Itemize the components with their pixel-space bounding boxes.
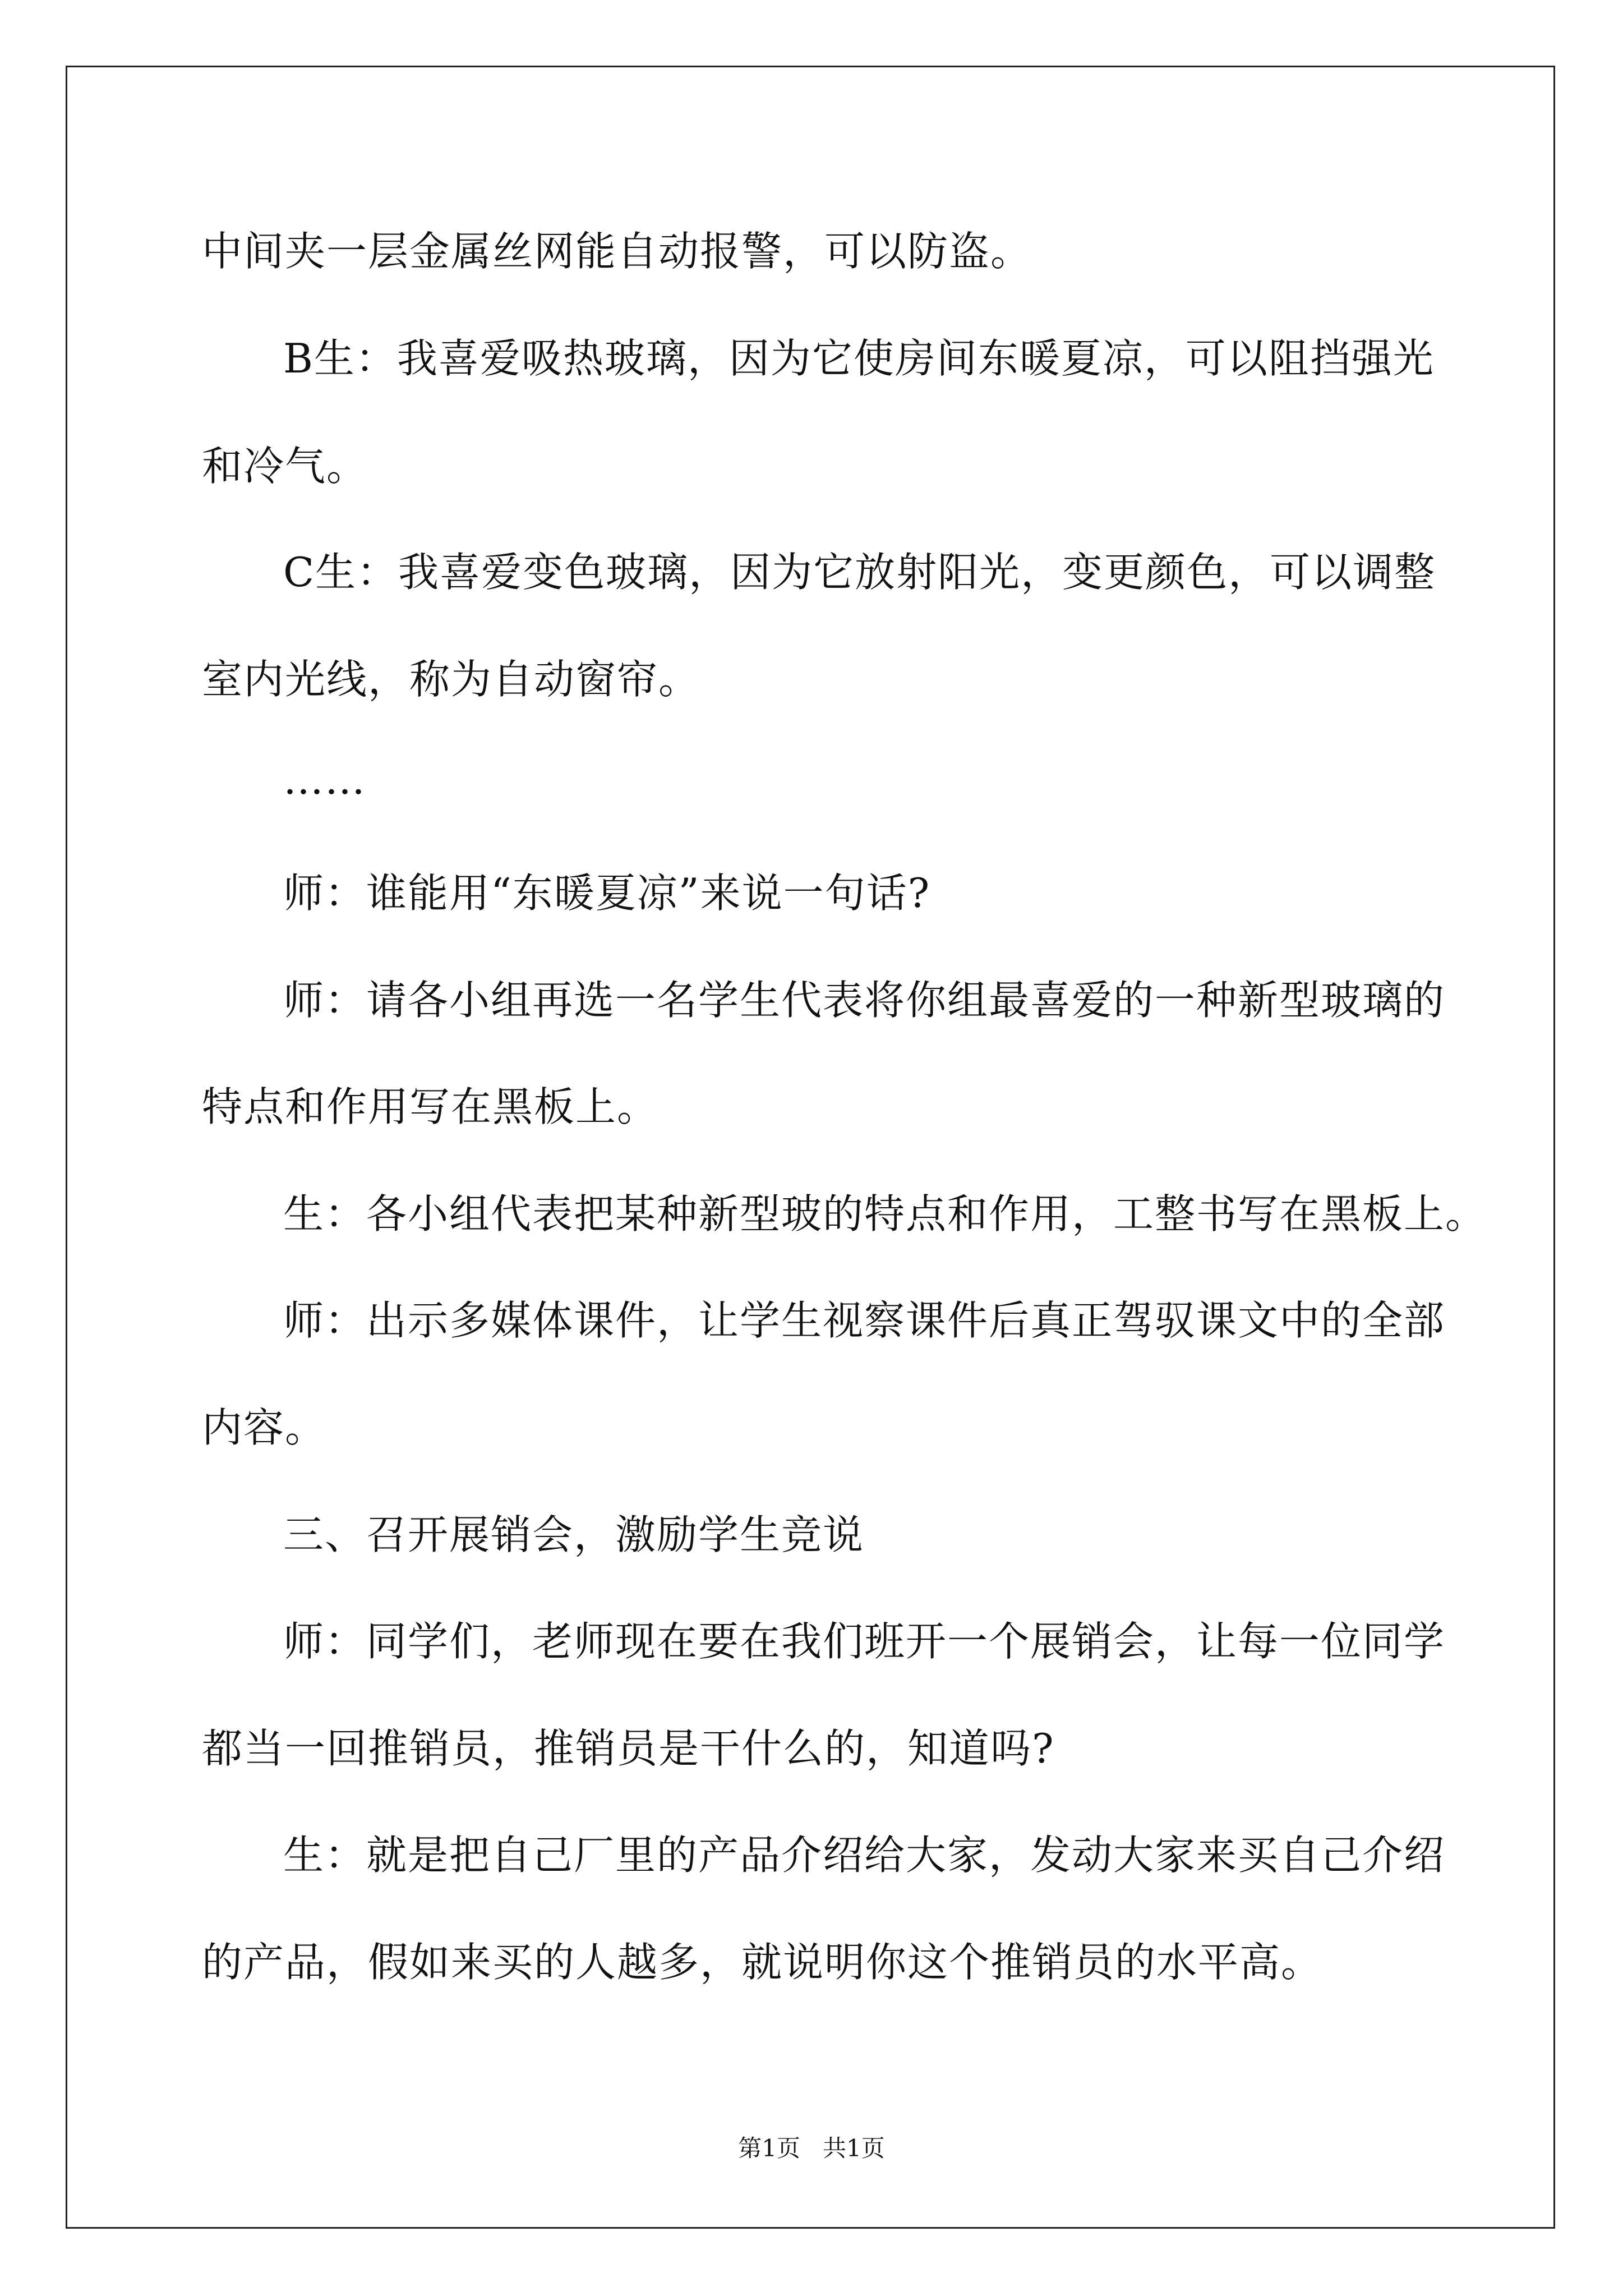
text-line-10: 生：各小组代表把某种新型玻的特点和作用，工整书写在黑板上。 (283, 1190, 1487, 1237)
text-line-11: 师：出示多媒体课件，让学生视察课件后真正驾驭课文中的全部 (283, 1297, 1446, 1344)
text-line-12: 内容。 (202, 1404, 327, 1451)
text-line-16: 生：就是把自己厂里的产品介绍给大家，发动大家来买自己介绍 (283, 1832, 1446, 1879)
page-border (66, 66, 1555, 2229)
text-line-8: 师：请各小组再选一名学生代表将你组最喜爱的一种新型玻璃的 (283, 977, 1446, 1024)
page-number-footer: 第1页 共1页 (738, 2134, 885, 2162)
text-line-15: 都当一回推销员，推销员是干什么的，知道吗? (202, 1725, 1055, 1772)
section-heading: 三、召开展销会，激励学生竞说 (283, 1511, 865, 1558)
text-line-4: C生：我喜爱变色玻璃，因为它放射阳光，变更颜色，可以调整 (283, 549, 1436, 596)
text-line-7: 师：谁能用“东暖夏凉”来说一句话? (283, 869, 931, 917)
text-line-14: 师：同学们，老师现在要在我们班开一个展销会，让每一位同学 (283, 1618, 1446, 1665)
text-line-1: 中间夹一层金属丝网能自动报警，可以防盗。 (202, 228, 1032, 275)
text-line-2: B生：我喜爱吸热玻璃，因为它使房间东暖夏凉，可以阻挡强光 (283, 335, 1435, 382)
text-line-9: 特点和作用写在黑板上。 (202, 1083, 659, 1130)
text-line-17: 的产品，假如来买的人越多，就说明你这个推销员的水平高。 (202, 1939, 1323, 1986)
text-line-5: 室内光线，称为自动窗帘。 (202, 656, 700, 703)
text-line-3: 和冷气。 (202, 443, 368, 490)
text-line-6: …… (283, 756, 366, 803)
